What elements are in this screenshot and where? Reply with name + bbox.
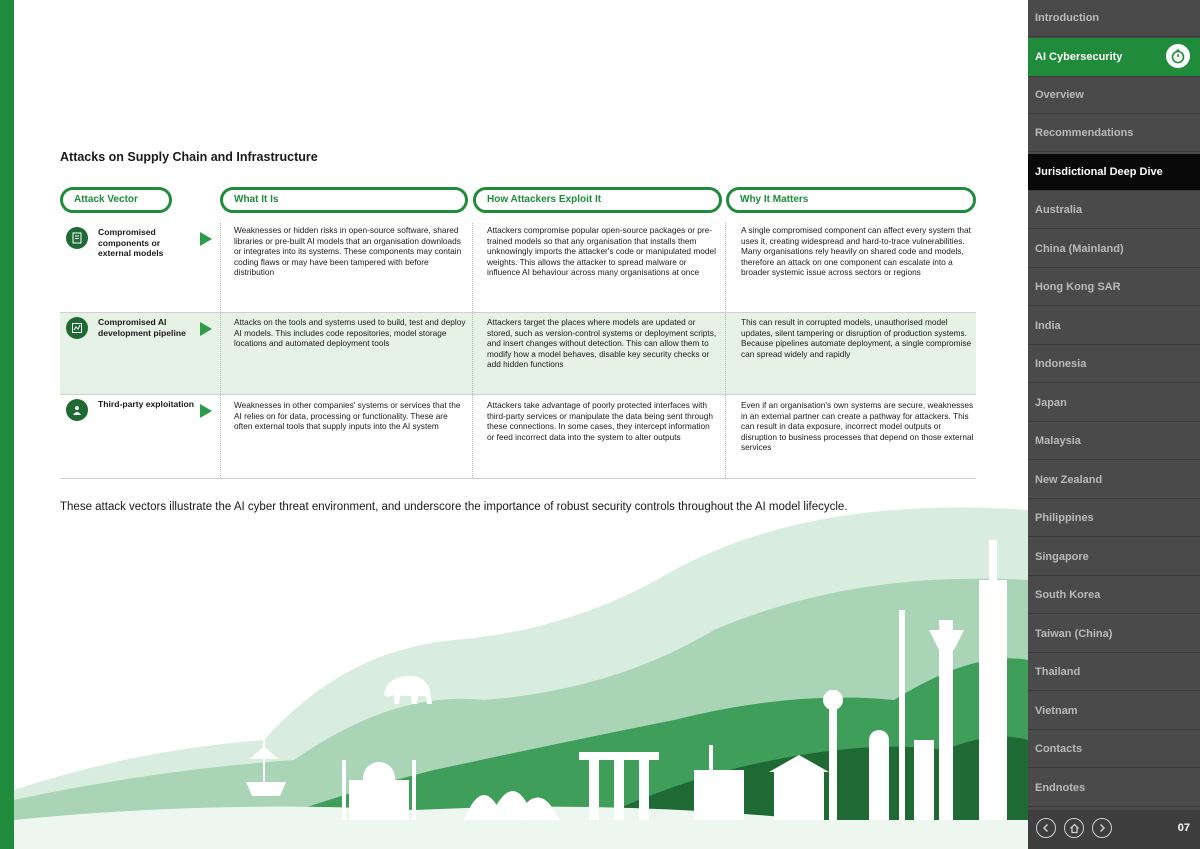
summary-text: These attack vectors illustrate the AI cyber threat environment, and underscore the importance of robust security controls throughout the AI model lifecycle. xyxy=(60,501,848,513)
sidebar-item-japan[interactable]: Japan xyxy=(1028,385,1200,422)
sidebar-item-singapore[interactable]: Singapore xyxy=(1028,539,1200,576)
sidebar-item-contacts[interactable]: Contacts xyxy=(1028,731,1200,768)
sidebar-item-philippines[interactable]: Philippines xyxy=(1028,500,1200,537)
sidebar-item-hong-kong[interactable]: Hong Kong SAR xyxy=(1028,269,1200,306)
sidebar-item-vietnam[interactable]: Vietnam xyxy=(1028,693,1200,730)
asia-skyline-illustration xyxy=(14,500,1028,849)
chevron-left-icon xyxy=(1041,823,1051,833)
sidebar-nav xyxy=(1028,0,1200,849)
header-what-it-is: What It Is xyxy=(220,187,468,213)
sidebar-item-endnotes[interactable]: Endnotes xyxy=(1028,770,1200,807)
sidebar-item-jurisdictional-deep-dive[interactable]: Jurisdictional Deep Dive xyxy=(1028,154,1200,191)
arrow-right-icon xyxy=(200,404,212,418)
page-number: 07 xyxy=(1177,822,1190,834)
column-divider xyxy=(220,313,221,394)
main-content xyxy=(14,0,1028,849)
table-header xyxy=(60,187,976,217)
sidebar-item-thailand[interactable]: Thailand xyxy=(1028,654,1200,691)
previous-page-button[interactable] xyxy=(1036,818,1056,838)
column-divider xyxy=(472,395,473,478)
next-page-button[interactable] xyxy=(1092,818,1112,838)
cell-how: Attackers compromise popular open-source packages or pre-trained models so that any organisation that installs them unknowingly imports the attacker's code or manipulated model weights. This allows the attacker to spread malware or influence AI behaviour across many organisations at once xyxy=(487,225,716,278)
cell-how: Attackers take advantage of poorly protected interfaces with third-party services or manipulate the data being sent through these connections. In some cases, they intercept information or feed incorrect data into the system to alter outputs xyxy=(487,400,713,442)
cell-why: A single compromised component can affect every system that uses it, creating widespread and hard-to-trace vulnerabilities. Many organisations rely heavily on shared code and models, therefore an attack on one component can escalate into a broader systemic issue across sectors or regions xyxy=(741,225,971,278)
sidebar-item-india[interactable]: India xyxy=(1028,308,1200,345)
arrow-right-icon xyxy=(200,322,212,336)
vector-label: Compromised AI development pipeline xyxy=(98,317,186,338)
sidebar-item-recommendations[interactable]: Recommendations xyxy=(1028,115,1200,152)
home-button[interactable] xyxy=(1064,818,1084,838)
cell-what: Weaknesses in other companies' systems or services that the AI relies on for data, processing or functionality. These are often external tools that supply inputs into the AI system xyxy=(234,400,461,432)
header-how-exploit: How Attackers Exploit It xyxy=(473,187,722,213)
cell-how: Attackers target the places where models are updated or stored, such as version-control systems or deployment scripts, and insert changes without detection. This can allow them to modify how a model behaves, disable key security checks or add hidden functions xyxy=(487,317,717,370)
stopwatch-icon xyxy=(1166,44,1190,68)
sidebar-item-ai-cybersecurity[interactable] xyxy=(1028,38,1200,77)
sidebar-item-south-korea[interactable]: South Korea xyxy=(1028,577,1200,614)
arrow-right-icon xyxy=(200,232,212,246)
sidebar-item-australia[interactable]: Australia xyxy=(1028,192,1200,229)
section-title: Attacks on Supply Chain and Infrastructure xyxy=(60,150,318,164)
sidebar-item-overview[interactable]: Overview xyxy=(1028,77,1200,114)
column-divider xyxy=(220,395,221,478)
cell-what: Attacks on the tools and systems used to build, test and deploy AI models. This includes code repositories, model storage locations and automated deployment tools xyxy=(234,317,466,349)
column-divider xyxy=(220,223,221,312)
table-row xyxy=(60,223,976,313)
header-why-matters: Why It Matters xyxy=(726,187,976,213)
vector-label: Compromised components or external models xyxy=(98,227,164,259)
column-divider xyxy=(725,395,726,478)
sidebar-item-indonesia[interactable]: Indonesia xyxy=(1028,346,1200,383)
column-divider xyxy=(725,223,726,312)
cell-why: Even if an organisation's own systems are secure, weaknesses in an external partner can create a pathway for attackers. This can result in data exposure, incorrect model outputs or disruption to business processes that depend on those external services xyxy=(741,400,974,453)
header-attack-vector: Attack Vector xyxy=(60,187,172,213)
sidebar-item-new-zealand[interactable]: New Zealand xyxy=(1028,462,1200,499)
chevron-right-icon xyxy=(1097,823,1107,833)
sidebar-item-label: AI Cybersecurity xyxy=(1035,51,1123,63)
package-icon xyxy=(66,227,88,249)
sidebar-item-introduction[interactable]: Introduction xyxy=(1028,0,1200,37)
column-divider xyxy=(725,313,726,394)
cell-why: This can result in corrupted models, unauthorised model updates, silent tampering or disruption of production systems. Because pipelines automate deployment, a single compromise can spread widely and rapidly xyxy=(741,317,972,359)
table-row xyxy=(60,395,976,479)
column-divider xyxy=(472,223,473,312)
pipeline-icon xyxy=(66,317,88,339)
left-accent-bar xyxy=(0,0,14,849)
table-row xyxy=(60,313,976,395)
vector-label: Third-party exploitation xyxy=(98,399,194,409)
home-icon xyxy=(1069,823,1080,834)
sidebar-item-taiwan[interactable]: Taiwan (China) xyxy=(1028,616,1200,653)
third-party-icon xyxy=(66,399,88,421)
sidebar-footer xyxy=(1028,810,1200,849)
column-divider xyxy=(472,313,473,394)
cell-what: Weaknesses or hidden risks in open-source software, shared libraries or pre-built AI models that an organisation downloads or integrates into its systems. These components may contain coding flaws or may have been tampered with before distribution xyxy=(234,225,462,278)
sidebar-item-malaysia[interactable]: Malaysia xyxy=(1028,423,1200,460)
sidebar-item-china-mainland[interactable]: China (Mainland) xyxy=(1028,231,1200,268)
